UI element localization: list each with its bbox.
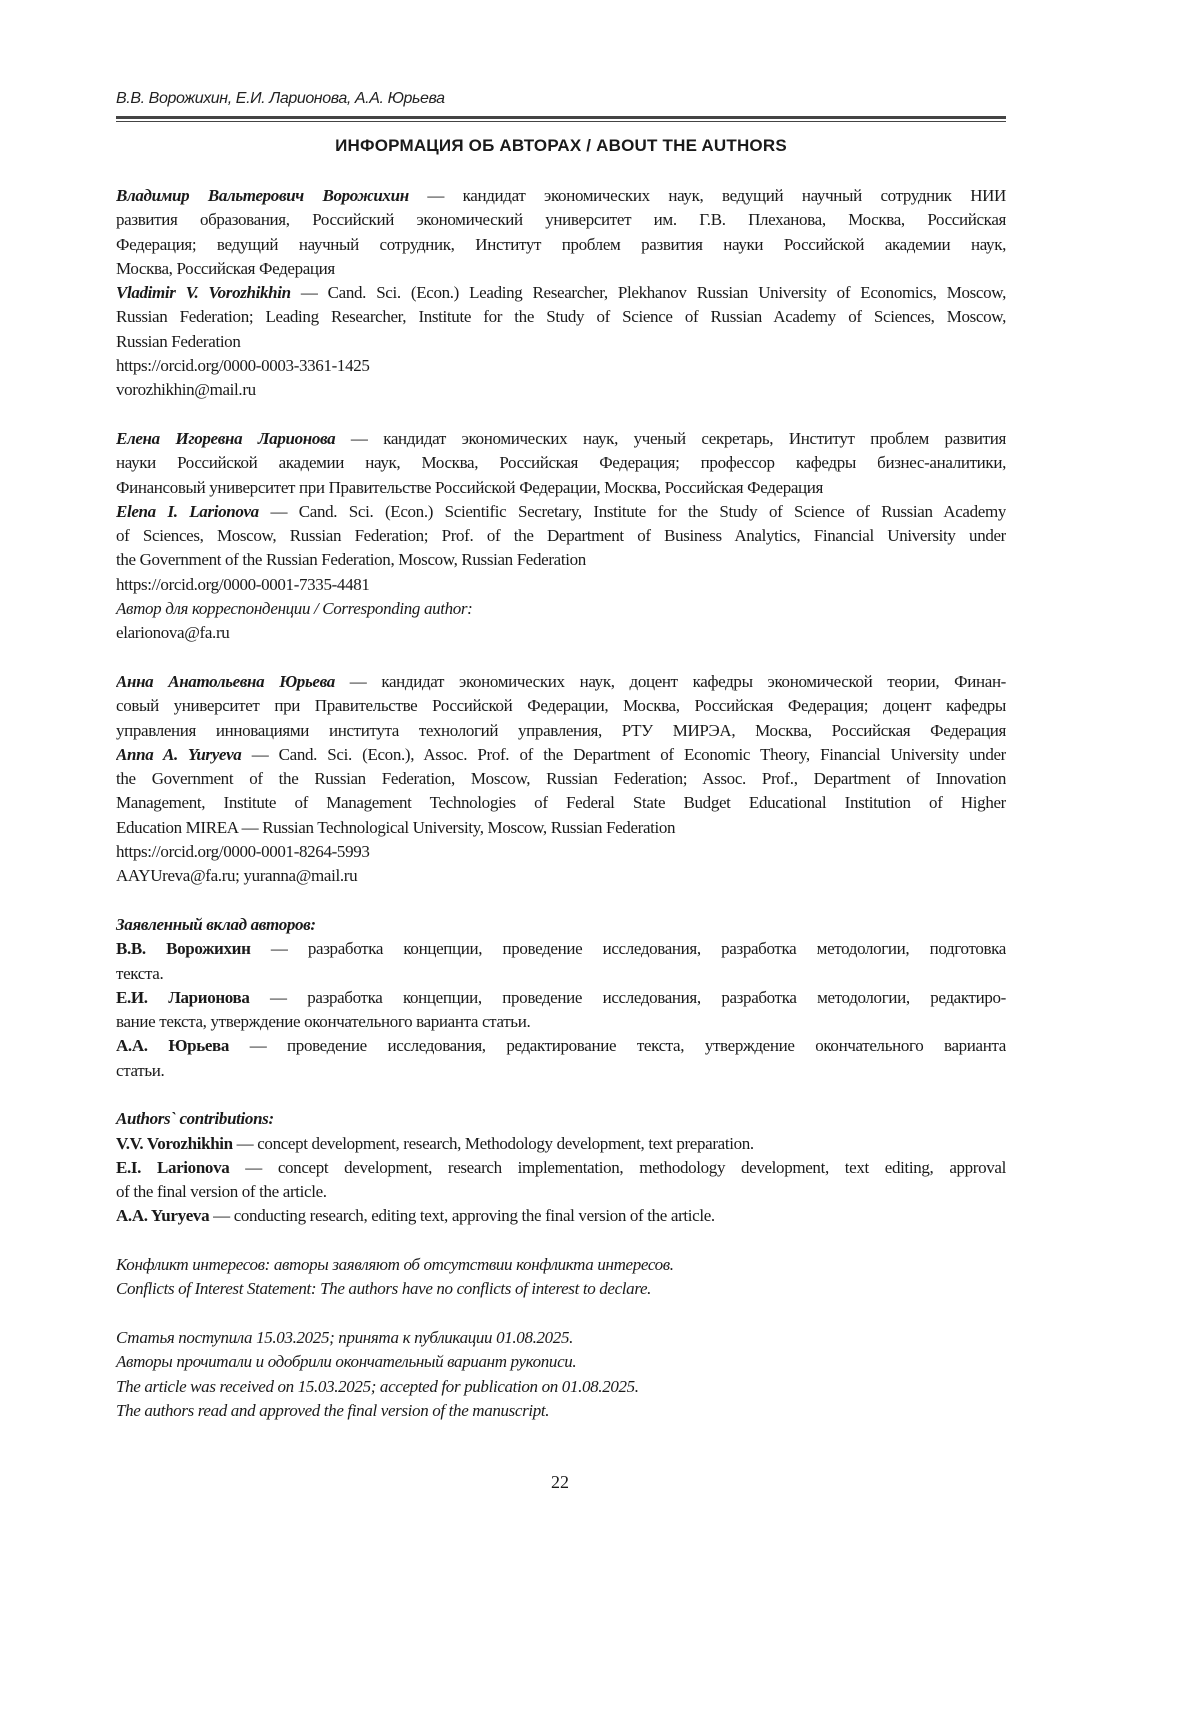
author-name: Елена Игоревна Ларионова	[116, 429, 335, 448]
text-line	[116, 1204, 1006, 1228]
text-line	[116, 694, 1006, 718]
contact-line[interactable]	[116, 378, 1006, 402]
line-text: The article was received on 15.03.2025; accepted for publication on 01.08.2025.	[116, 1377, 639, 1396]
contact-line[interactable]	[116, 573, 1006, 597]
text-line	[116, 1132, 1006, 1156]
running-head: В.В. Ворожихин, Е.И. Ларионова, А.А. Юрьева	[116, 90, 445, 108]
author-name: Elena I. Larionova	[116, 502, 259, 521]
line-text: развития образования, Российский экономический университет им. Г.В. Плеханова, Москва, Российская	[116, 210, 1006, 229]
contributions-ru	[116, 913, 1006, 1083]
line-text: — разработка концепции, проведение исследования, разработка методологии, редактиро-	[250, 988, 1006, 1007]
author-name: Заявленный вклад авторов:	[116, 915, 316, 934]
line-text: — Cand. Sci. (Econ.) Leading Researcher, Plekhanov Russian University of Economics, Moscow,	[291, 283, 1006, 302]
line-text: Russian Federation; Leading Researcher, Institute for the Study of Science of Russian Academy of Sciences, Moscow,	[116, 307, 1006, 326]
line-text: — кандидат экономических наук, доцент кафедры экономической теории, Финан-	[335, 672, 1006, 691]
text-line	[116, 1277, 1006, 1301]
line-text: совый университет при Правительстве Российской Федерации, Москва, Российская Федерация; доцент кафедры	[116, 696, 1006, 715]
text-line	[116, 476, 1006, 500]
line-text: — разработка концепции, проведение исследования, разработка методологии, подготовка	[251, 939, 1006, 958]
header-rule-thin	[116, 121, 1006, 122]
header-rule	[116, 116, 1006, 119]
line-text: — concept development, research implementation, methodology development, text editing, approval	[229, 1158, 1006, 1177]
author-name: Владимир Вальтерович Ворожихин	[116, 186, 409, 205]
line-text: Russian Federation	[116, 332, 241, 351]
text-line	[116, 1375, 1006, 1399]
author-name: Vladimir V. Vorozhikhin	[116, 283, 291, 302]
author-name: Anna A. Yuryeva	[116, 745, 241, 764]
line-text: https://orcid.org/0000-0001-7335-4481	[116, 575, 370, 594]
line-text: Москва, Российская Федерация	[116, 259, 335, 278]
text-line	[116, 1180, 1006, 1204]
line-text: Авторы прочитали и одобрили окончательный вариант рукописи.	[116, 1352, 576, 1371]
text-line	[116, 500, 1006, 524]
text-line	[116, 1010, 1006, 1034]
line-text: the Government of the Russian Federation, Moscow, Russian Federation; Assoc. Prof., Department of Innovation	[116, 769, 1006, 788]
text-line	[116, 962, 1006, 986]
line-text: Education MIREA — Russian Technological University, Moscow, Russian Federation	[116, 818, 675, 837]
line-text: — кандидат экономических наук, ученый секретарь, Институт проблем развития	[335, 429, 1006, 448]
text-line	[116, 1107, 1006, 1131]
text-line	[116, 1399, 1006, 1423]
section-title: ИНФОРМАЦИЯ ОБ АВТОРАХ / ABOUT THE AUTHORS	[116, 136, 1006, 156]
contact-line[interactable]	[116, 354, 1006, 378]
line-text: — Cand. Sci. (Econ.), Assoc. Prof. of the Department of Economic Theory, Financial University under	[241, 745, 1006, 764]
author-larionova	[116, 427, 1006, 646]
text-line	[116, 305, 1006, 329]
author-name: А.А. Юрьева	[116, 1036, 229, 1055]
text-line	[116, 767, 1006, 791]
line-text: — conducting research, editing text, approving the final version of the article.	[209, 1206, 715, 1225]
text-line	[116, 1156, 1006, 1180]
text-line	[116, 791, 1006, 815]
line-text: статьи.	[116, 1061, 164, 1080]
line-text: текста.	[116, 964, 163, 983]
text-line	[116, 1350, 1006, 1374]
line-text: — concept development, research, Methodology development, text preparation.	[233, 1134, 754, 1153]
author-vorozhikhin	[116, 184, 1006, 403]
text-line	[116, 1253, 1006, 1277]
text-line	[116, 719, 1006, 743]
article-history	[116, 1326, 1006, 1423]
author-name: Authors` contributions:	[116, 1109, 274, 1128]
contact-line[interactable]	[116, 840, 1006, 864]
line-text: — проведение исследования, редактирование текста, утверждение окончательного варианта	[229, 1036, 1006, 1055]
line-text: Автор для корреспонденции / Corresponding author:	[116, 599, 473, 618]
authors-content	[116, 184, 1006, 1447]
line-text: https://orcid.org/0000-0001-8264-5993	[116, 842, 370, 861]
line-text: of Sciences, Moscow, Russian Federation; Prof. of the Department of Business Analytics, Financial University under	[116, 526, 1006, 545]
text-line	[116, 281, 1006, 305]
text-line	[116, 548, 1006, 572]
page-number: 22	[0, 1472, 1120, 1493]
text-line	[116, 330, 1006, 354]
contact-line[interactable]	[116, 864, 1006, 888]
line-text: вание текста, утверждение окончательного варианта статьи.	[116, 1012, 530, 1031]
text-line	[116, 743, 1006, 767]
text-line	[116, 816, 1006, 840]
author-name: A.A. Yuryeva	[116, 1206, 209, 1225]
text-line	[116, 257, 1006, 281]
line-text: Статья поступила 15.03.2025; принята к публикации 01.08.2025.	[116, 1328, 573, 1347]
text-line	[116, 913, 1006, 937]
text-line	[116, 1326, 1006, 1350]
line-text: of the final version of the article.	[116, 1182, 327, 1201]
text-line	[116, 427, 1006, 451]
line-text: https://orcid.org/0000-0003-3361-1425	[116, 356, 370, 375]
line-text: — кандидат экономических наук, ведущий научный сотрудник НИИ	[409, 186, 1006, 205]
text-line	[116, 597, 1006, 621]
line-text: науки Российской академии наук, Москва, Российская Федерация; профессор кафедры бизнес-аналитики,	[116, 453, 1006, 472]
conflict-of-interest	[116, 1253, 1006, 1302]
line-text: Management, Institute of Management Technologies of Federal State Budget Educational Institution of Higher	[116, 793, 1006, 812]
line-text: — Cand. Sci. (Econ.) Scientific Secretary, Institute for the Study of Science of Russian Academy	[259, 502, 1006, 521]
author-name: V.V. Vorozhikhin	[116, 1134, 233, 1153]
text-line	[116, 670, 1006, 694]
line-text: The authors read and approved the final version of the manuscript.	[116, 1401, 549, 1420]
text-line	[116, 233, 1006, 257]
line-text: the Government of the Russian Federation, Moscow, Russian Federation	[116, 550, 586, 569]
contact-line[interactable]	[116, 621, 1006, 645]
author-name: В.В. Ворожихин	[116, 939, 251, 958]
line-text: elarionova@fa.ru	[116, 623, 229, 642]
text-line	[116, 451, 1006, 475]
line-text: vorozhikhin@mail.ru	[116, 380, 256, 399]
text-line	[116, 524, 1006, 548]
author-name: E.I. Larionova	[116, 1158, 229, 1177]
text-line	[116, 937, 1006, 961]
text-line	[116, 1034, 1006, 1058]
line-text: Федерация; ведущий научный сотрудник, Институт проблем развития науки Российской академии наук,	[116, 235, 1006, 254]
line-text: управления инновациями института технологий управления, РТУ МИРЭА, Москва, Российская Федерация	[116, 721, 1006, 740]
contributions-en	[116, 1107, 1006, 1228]
text-line	[116, 1059, 1006, 1083]
author-name: Е.И. Ларионова	[116, 988, 250, 1007]
line-text: AAYUreva@fa.ru; yuranna@mail.ru	[116, 866, 357, 885]
author-name: Анна Анатольевна Юрьева	[116, 672, 335, 691]
line-text: Конфликт интересов: авторы заявляют об отсутствии конфликта интересов.	[116, 1255, 674, 1274]
line-text: Финансовый университет при Правительстве Российской Федерации, Москва, Российская Федерация	[116, 478, 823, 497]
text-line	[116, 208, 1006, 232]
text-line	[116, 184, 1006, 208]
text-line	[116, 986, 1006, 1010]
line-text: Conflicts of Interest Statement: The authors have no conflicts of interest to declare.	[116, 1279, 651, 1298]
author-yuryeva	[116, 670, 1006, 889]
